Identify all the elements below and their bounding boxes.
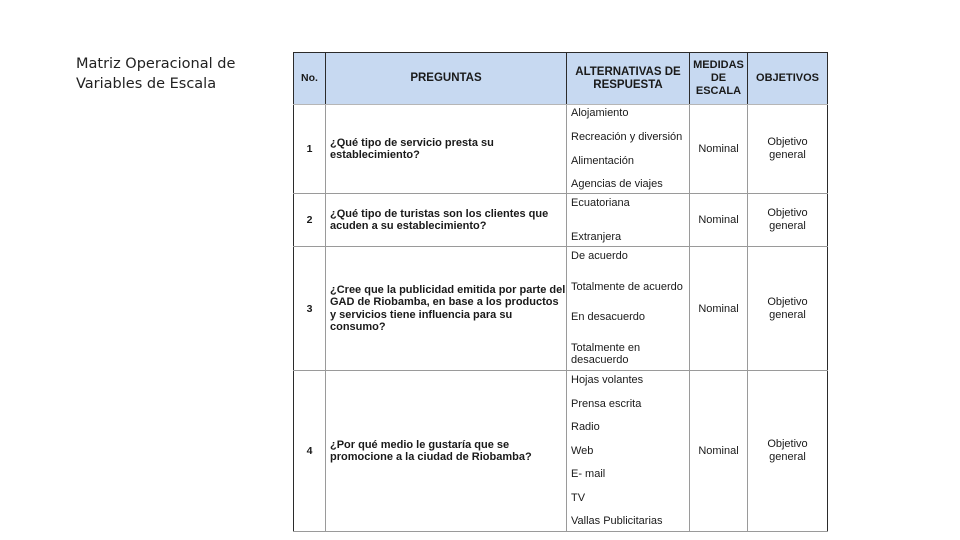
alternative-item: Totalmente en desacuerdo <box>571 341 641 367</box>
alternative-item: Recreación y diversión <box>571 130 683 143</box>
header-medidas <box>690 53 748 105</box>
alternative-item: E- mail <box>571 468 606 481</box>
header-no: No. <box>294 53 326 105</box>
table-row <box>294 194 828 247</box>
alternative-item: Ecuatoriana <box>571 197 630 209</box>
row-scale: Nominal <box>690 194 748 247</box>
table-row <box>294 105 828 194</box>
alternative-item: Prensa escrita <box>571 397 642 410</box>
alternative-item: Totalmente de acuerdo <box>571 280 683 293</box>
slide-title <box>76 54 266 94</box>
row-question: ¿Qué tipo de turistas son los clientes que acuden a su establecimiento? <box>326 194 567 247</box>
row-alternatives <box>567 105 690 194</box>
row-objective <box>748 194 828 247</box>
row-scale: Nominal <box>690 105 748 194</box>
header-preguntas: PREGUNTAS <box>326 53 567 105</box>
header-objetivos: OBJETIVOS <box>748 53 828 105</box>
alternative-item: Vallas Publicitarias <box>571 515 663 528</box>
header-medidas-line-1: MEDIDAS <box>693 59 744 71</box>
operational-matrix <box>293 52 823 530</box>
alternative-item: Radio <box>571 421 600 434</box>
row-objective <box>748 247 828 371</box>
row-objective-line-2: general <box>769 149 806 161</box>
alternative-item: Alimentación <box>571 154 634 167</box>
header-alternativas-line-2: RESPUESTA <box>593 78 663 91</box>
slide-title-line-1: Matriz Operacional de <box>76 56 236 72</box>
row-no: 4 <box>294 371 326 532</box>
row-question: ¿Cree que la publicidad emitida por parte del GAD de Riobamba, en base a los productos y servicios tiene influencia para su consumo? <box>326 247 567 371</box>
header-alternativas <box>567 53 690 105</box>
row-no: 3 <box>294 247 326 371</box>
alternative-item: Extranjera <box>571 230 622 243</box>
slide-title-line-2: Variables de Escala <box>76 76 217 92</box>
header-alternativas-line-1: ALTERNATIVAS DE <box>575 65 681 78</box>
row-no: 1 <box>294 105 326 194</box>
table-row <box>294 371 828 532</box>
row-alternatives <box>567 371 690 532</box>
row-alternatives <box>567 247 690 371</box>
alternative-item: Alojamiento <box>571 107 629 119</box>
row-objective-line-2: general <box>769 220 806 232</box>
header-medidas-line-2: DE <box>710 72 727 84</box>
alternative-item: En desacuerdo <box>571 311 645 324</box>
row-objective <box>748 105 828 194</box>
row-objective-line-1: Objetivo <box>767 136 808 148</box>
row-scale: Nominal <box>690 247 748 371</box>
row-objective <box>748 371 828 532</box>
alternative-item: Agencias de viajes <box>571 178 663 191</box>
alternative-item: De acuerdo <box>571 250 628 262</box>
row-objective-line-1: Objetivo <box>767 295 808 308</box>
table-row <box>294 247 828 371</box>
row-question: ¿Qué tipo de servicio presta su establecimiento? <box>326 105 567 194</box>
header-medidas-line-3: ESCALA <box>695 85 742 97</box>
matrix-table <box>293 52 828 532</box>
row-question: ¿Por qué medio le gustaría que se promocione a la ciudad de Riobamba? <box>326 371 567 532</box>
alternative-item: TV <box>571 491 586 504</box>
row-no: 2 <box>294 194 326 247</box>
alternative-item: Web <box>571 444 594 457</box>
row-objective-line-2: general <box>769 308 806 321</box>
row-scale: Nominal <box>690 371 748 532</box>
row-objective-line-2: general <box>769 451 806 463</box>
alternative-item: Hojas volantes <box>571 374 644 386</box>
header-row <box>294 53 828 105</box>
row-alternatives <box>567 194 690 247</box>
row-objective-line-1: Objetivo <box>767 207 808 219</box>
row-objective-line-1: Objetivo <box>767 438 808 450</box>
